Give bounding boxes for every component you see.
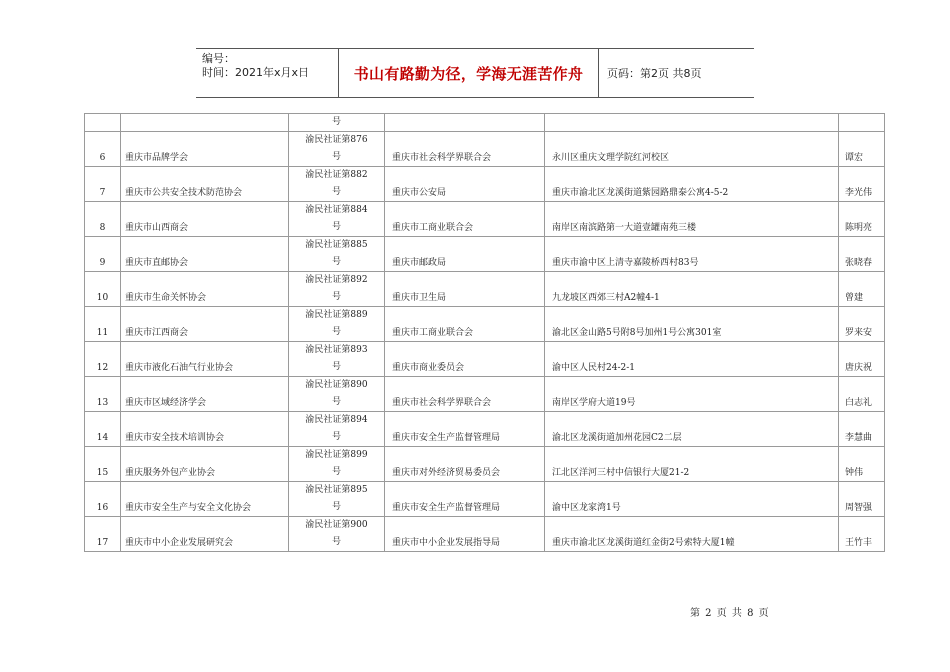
cert-line-2: 号 [331,362,341,372]
cell-person: 张晓春 [839,237,885,272]
cell-addr: 重庆市渝北区龙溪街道红金街2号索特大厦1幢 [545,517,839,552]
header-date: 时间：2021年x月x日 [202,66,310,79]
cert-line-2: 号 [331,467,341,477]
cert-line-2: 号 [331,222,341,232]
cell-name: 重庆市公共安全技术防范协会 [121,167,289,202]
cell-name: 重庆市液化石油气行业协会 [121,342,289,377]
cert-line-1: 渝民社证第876 [305,135,368,145]
cell-num: 13 [85,377,121,412]
cell-addr: 重庆市渝中区上清寺嘉陵桥西村83号 [545,237,839,272]
cert-line-2: 号 [331,397,341,407]
cert-line-1: 渝民社证第882 [305,170,368,180]
cell-num: 11 [85,307,121,342]
cell-person: 谭宏 [839,132,885,167]
cell-org: 重庆市安全生产监督管理局 [385,412,545,447]
cell-name: 重庆市区域经济学会 [121,377,289,412]
cell-person: 周智强 [839,482,885,517]
organization-table [84,113,885,552]
table-row [85,114,885,132]
cell-addr: 渝北区龙溪街道加州花园C2二层 [545,412,839,447]
cell-name: 重庆市安全技术培训协会 [121,412,289,447]
cell-name: 重庆市山西商会 [121,202,289,237]
cert-line-2: 号 [331,257,341,267]
cell-org: 重庆市邮政局 [385,237,545,272]
cell-person: 白志礼 [839,377,885,412]
cell-num: 7 [85,167,121,202]
cell-org: 重庆市商业委员会 [385,342,545,377]
header-info-cell [196,49,339,97]
header-number-label: 编号： [202,52,235,65]
cert-line-1: 渝民社证第889 [305,310,368,320]
cell-addr: 渝中区龙家湾1号 [545,482,839,517]
cell-cert [289,307,385,342]
cell-person: 李慧曲 [839,412,885,447]
table-row [85,202,885,237]
cell-cert [289,517,385,552]
cell-addr: 江北区洋河三村中信银行大厦21-2 [545,447,839,482]
cell-cert [289,377,385,412]
cell-addr [545,114,839,132]
cell-cert [289,447,385,482]
cell-person: 罗来安 [839,307,885,342]
cert-line-2: 号 [331,187,341,197]
cert-line-2: 号 [331,327,341,337]
cell-cert [289,132,385,167]
cell-addr: 永川区重庆文理学院红河校区 [545,132,839,167]
cell-name: 重庆市品牌学会 [121,132,289,167]
cell-cert [289,167,385,202]
cert-line-2: 号 [331,432,341,442]
cell-name: 重庆市安全生产与安全文化协会 [121,482,289,517]
cell-num: 9 [85,237,121,272]
cell-cert [289,482,385,517]
cell-org: 重庆市卫生局 [385,272,545,307]
cell-num: 14 [85,412,121,447]
cell-num: 17 [85,517,121,552]
cell-cert: 号 [289,114,385,132]
cert-line-2: 号 [331,537,341,547]
cell-person: 王竹丰 [839,517,885,552]
cell-num: 6 [85,132,121,167]
cell-cert [289,412,385,447]
cell-num: 10 [85,272,121,307]
cell-addr: 南岸区学府大道19号 [545,377,839,412]
cell-num: 16 [85,482,121,517]
cell-name: 重庆市中小企业发展研究会 [121,517,289,552]
cell-addr: 渝中区人民村24-2-1 [545,342,839,377]
cell-person: 钟伟 [839,447,885,482]
cell-person: 唐庆祝 [839,342,885,377]
cell-person: 李光伟 [839,167,885,202]
header-motto: 书山有路勤为径，学海无涯苦作舟 [353,64,584,83]
cell-org: 重庆市社会科学界联合会 [385,132,545,167]
cell-cert [289,272,385,307]
cell-org: 重庆市工商业联合会 [385,307,545,342]
cell-num: 15 [85,447,121,482]
cert-line-1: 渝民社证第899 [305,450,368,460]
cell-addr: 南岸区南滨路第一大道壹罐南苑三楼 [545,202,839,237]
page-header [196,48,754,98]
cell-cert [289,237,385,272]
cell-name: 重庆服务外包产业协会 [121,447,289,482]
table-row [85,237,885,272]
cell-name [121,114,289,132]
cell-addr: 渝北区金山路5号附8号加州1号公寓301室 [545,307,839,342]
cell-name: 重庆市江西商会 [121,307,289,342]
cert-line-1: 渝民社证第890 [305,380,368,390]
cert-line-1: 渝民社证第900 [305,520,368,530]
header-page-number: 页码：第2页 共8页 [607,67,702,80]
cell-person: 陈明亮 [839,202,885,237]
cell-person: 曾建 [839,272,885,307]
organization-table-container [84,113,873,563]
cell-name: 重庆市生命关怀协会 [121,272,289,307]
cell-org: 重庆市公安局 [385,167,545,202]
header-motto-cell [339,49,599,97]
table-row [85,272,885,307]
cert-line-1: 渝民社证第894 [305,415,368,425]
cert-line-1: 渝民社证第892 [305,275,368,285]
cell-org: 重庆市社会科学界联合会 [385,377,545,412]
table-row [85,167,885,202]
cell-org [385,114,545,132]
table-row [85,132,885,167]
cell-num: 8 [85,202,121,237]
cell-cert [289,342,385,377]
cell-org: 重庆市对外经济贸易委员会 [385,447,545,482]
cell-cert [289,202,385,237]
cert-line-1: 渝民社证第885 [305,240,368,250]
table-row [85,517,885,552]
page-footer: 第 2 页 共 8 页 [690,608,770,619]
cert-line-2: 号 [331,292,341,302]
cert-line-1: 渝民社证第893 [305,345,368,355]
table-row [85,412,885,447]
table-row [85,377,885,412]
cell-org: 重庆市安全生产监督管理局 [385,482,545,517]
table-row [85,307,885,342]
cell-org: 重庆市中小企业发展指导局 [385,517,545,552]
table-row [85,482,885,517]
cert-line-2: 号 [331,152,341,162]
cell-name: 重庆市直邮协会 [121,237,289,272]
cell-org: 重庆市工商业联合会 [385,202,545,237]
table-row [85,447,885,482]
cell-addr: 九龙坡区西郊三村A2幢4-1 [545,272,839,307]
cert-line-1: 渝民社证第884 [305,205,368,215]
cell-num: 12 [85,342,121,377]
cell-num [85,114,121,132]
cert-line-1: 渝民社证第895 [305,485,368,495]
table-row [85,342,885,377]
cell-person [839,114,885,132]
cert-line-2: 号 [331,502,341,512]
cell-addr: 重庆市渝北区龙溪街道紫园路鼎泰公寓4-5-2 [545,167,839,202]
